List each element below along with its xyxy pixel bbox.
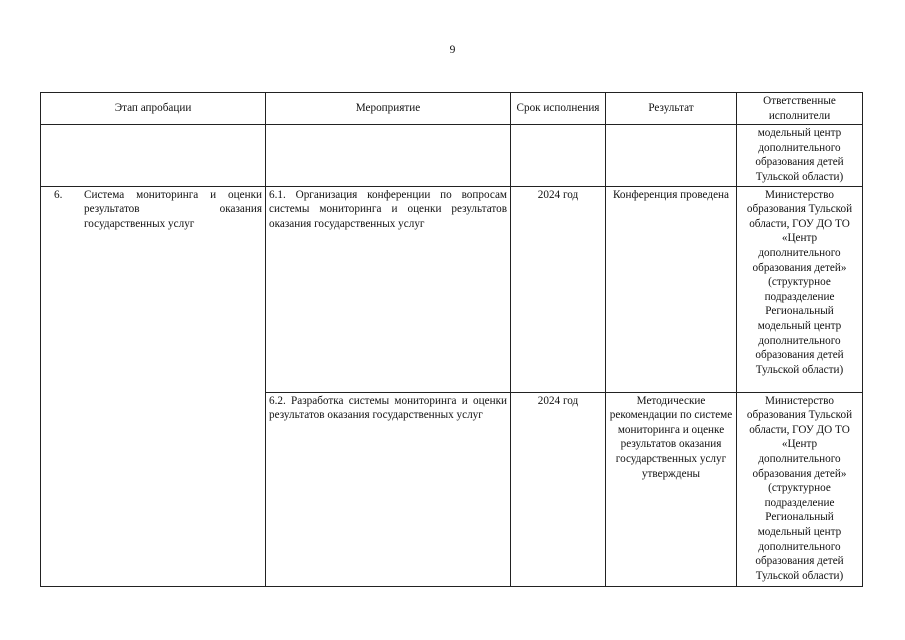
activity-cell: 6.1. Организация конференции по вопросам системы мониторинга и оценки результатов оказания государственных услуг [266,186,511,392]
result-cell: Конференция проведена [606,186,737,392]
header-stage: Этап апробации [41,93,266,125]
result-cell: Методические рекомендации по системе мониторинга и оценке результатов оказания государственных услуг утверждены [606,392,737,586]
header-deadline: Срок исполнения [511,93,606,125]
continuation-responsible-cell: модельный центр дополнительного образования детей Тульской области) [737,125,863,186]
continuation-activity-cell [266,125,511,186]
continuation-deadline-cell [511,125,606,186]
header-responsible: Ответственные исполнители [737,93,863,125]
header-activity: Мероприятие [266,93,511,125]
stage-name: Система мониторинга и оценки результатов оказания государственных услуг [84,188,262,230]
table-header-row [41,93,863,125]
stage-number: 6. [54,188,63,201]
responsible-cell: Министерство образования Тульской области, ГОУ ДО ТО «Центр дополнительного образования детей» (структурное подразделение Региональный модельный центр дополнительного образования детей Тульской области) [737,186,863,392]
plan-table [40,92,863,587]
table-row-continuation [41,125,863,186]
activity-cell: 6.2. Разработка системы мониторинга и оценки результатов оказания государственных услуг [266,392,511,586]
deadline-cell: 2024 год [511,392,606,586]
deadline-cell: 2024 год [511,186,606,392]
page-number: 9 [449,44,456,56]
continuation-stage-cell [41,125,266,186]
header-result: Результат [606,93,737,125]
responsible-cell: Министерство образования Тульской области, ГОУ ДО ТО «Центр дополнительного образования детей» (структурное подразделение Региональный модельный центр дополнительного образования детей Тульской области) [737,392,863,586]
continuation-result-cell [606,125,737,186]
table-row [41,186,863,392]
stage-cell [41,186,266,586]
